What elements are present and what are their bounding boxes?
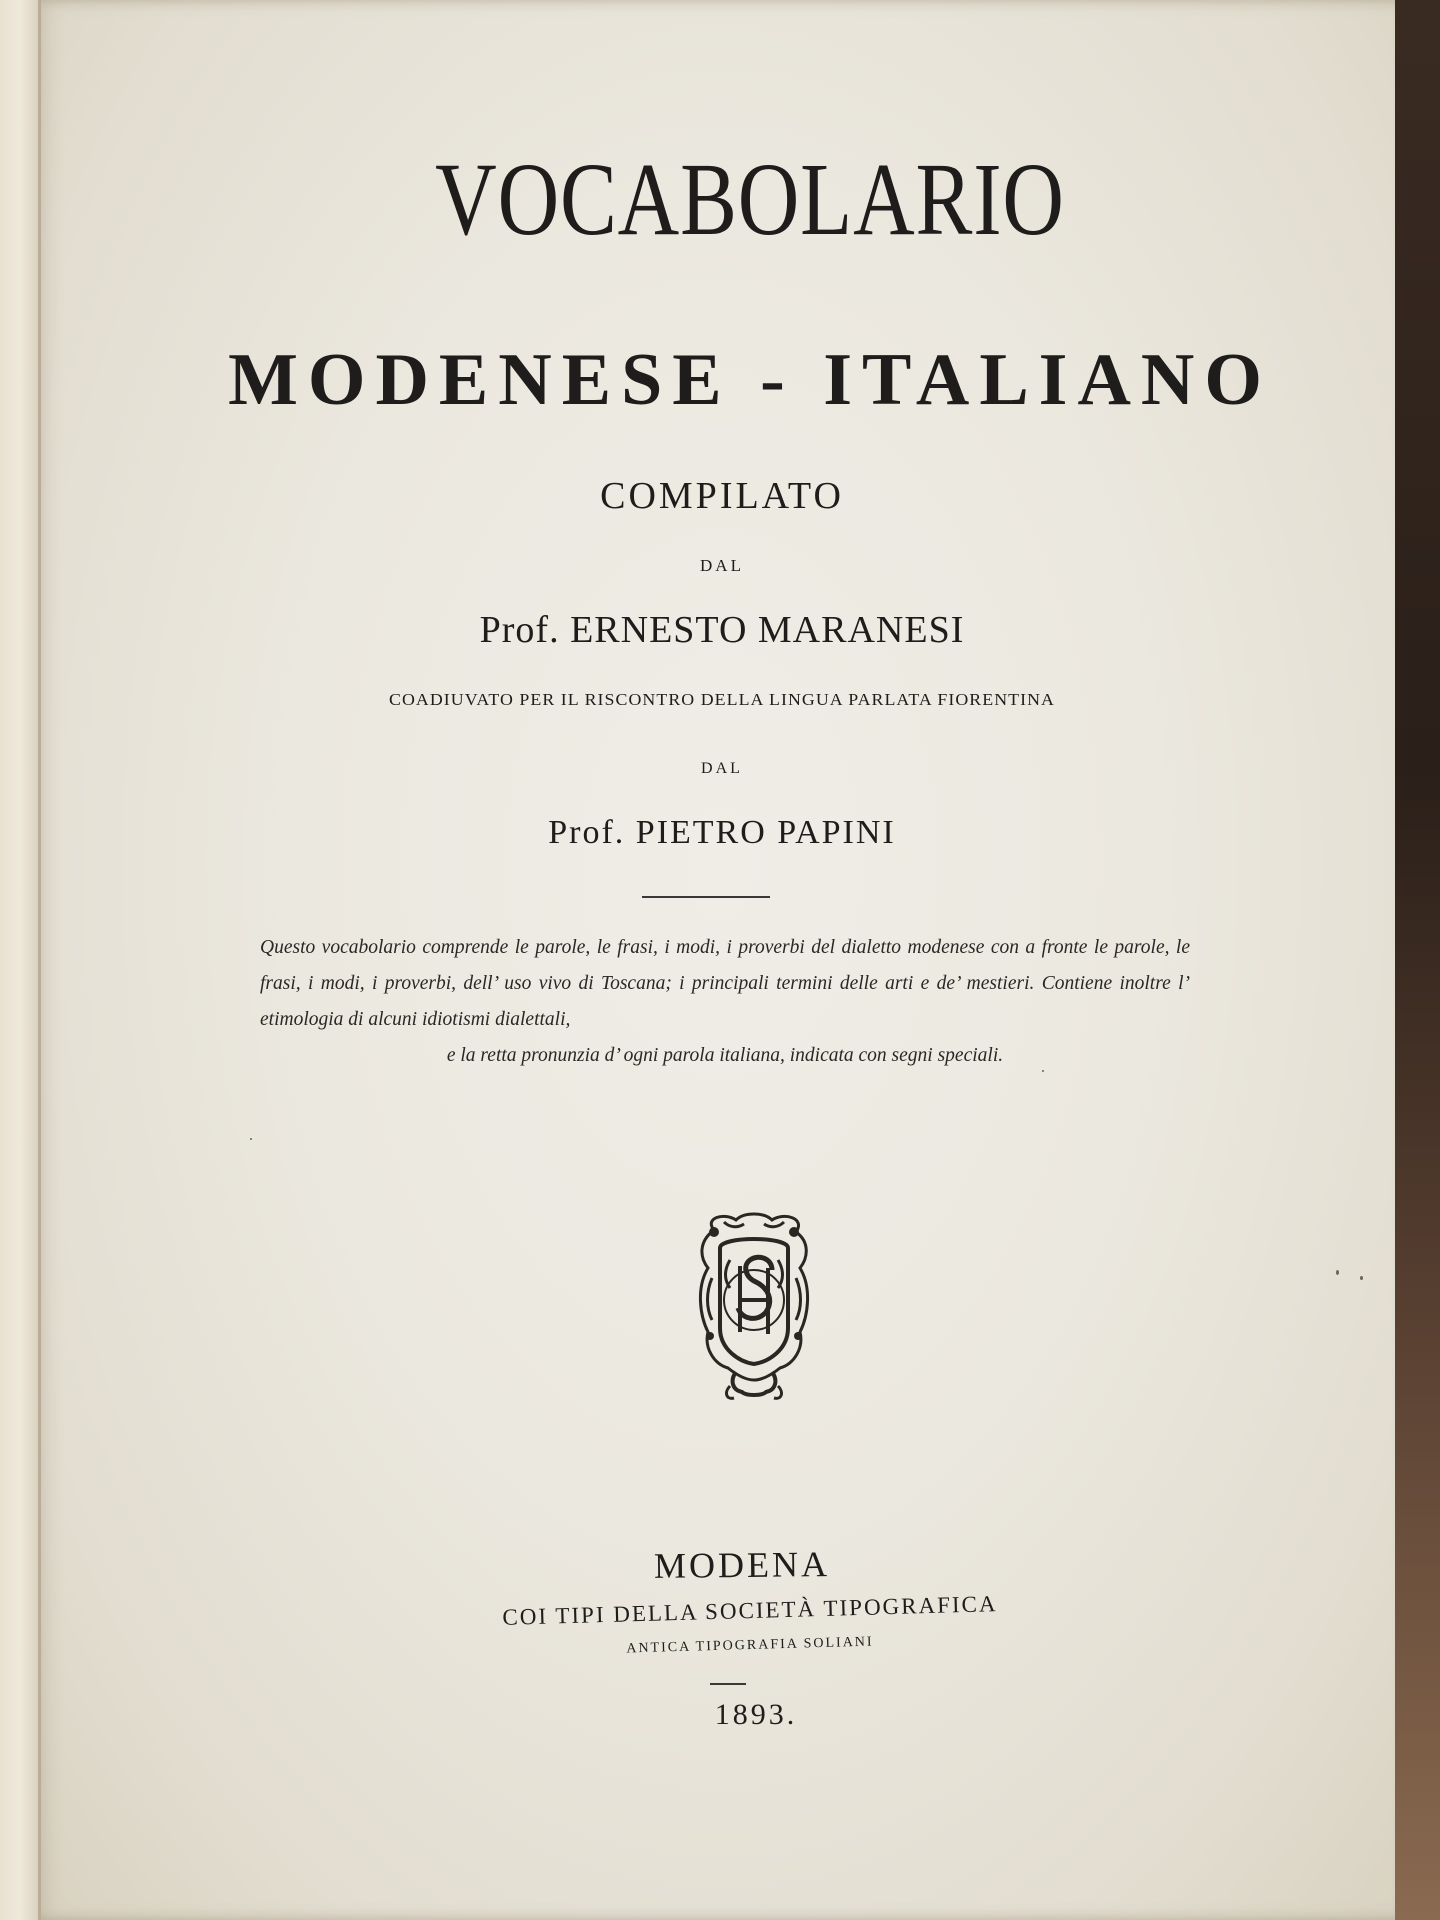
author-1: Prof. ERNESTO MARANESI — [479, 609, 965, 651]
author-2: Prof. PIETRO PAPINI — [548, 814, 896, 851]
description-last-line: e la retta pronunzia d’ ogni parola italiana, indicata con segni speciali. — [446, 1045, 1004, 1066]
publication-year: 1893. — [714, 1698, 798, 1731]
year-divider — [710, 1683, 746, 1685]
paper-speck — [1042, 1070, 1044, 1072]
by-label-2: DAL — [701, 760, 743, 777]
printer-mark-shield-icon — [684, 1208, 824, 1404]
book-title: VOCABOLARIO — [435, 142, 1065, 257]
description-paragraph — [260, 930, 1190, 1074]
paper-speck — [1360, 1276, 1363, 1280]
printer-subname: ANTICA TIPOGRAFIA SOLIANI — [626, 1634, 874, 1657]
compiled-label: COMPILATO — [600, 475, 844, 517]
publication-place: MODENA — [653, 1544, 831, 1586]
assisted-line: COADIUVATO PER IL RISCONTRO DELLA LINGUA PARLATA FIORENTINA — [389, 690, 1055, 709]
book-subtitle: MODENESE - ITALIANO — [228, 339, 1272, 421]
printer-name: COI TIPI DELLA SOCIETÀ TIPOGRAFICA — [502, 1591, 998, 1630]
table-edge — [1395, 0, 1440, 1920]
paper-speck — [250, 1138, 252, 1140]
book-page — [38, 0, 1406, 1920]
paper-speck — [1336, 1270, 1339, 1275]
page-gutter — [38, 0, 41, 1920]
divider-rule — [642, 896, 770, 898]
description-text: Questo vocabolario comprende le parole, le frasi, i modi, i proverbi del dialetto modenese con a fronte le parole, le frasi, i modi, i proverbi, dell’ uso vivo di Toscana; i principali termini delle arti e de’ mestieri. Contiene inoltre l’ etimologia di alcuni idiotismi dialettali, — [260, 937, 1190, 1030]
by-label-1: DAL — [700, 556, 744, 575]
